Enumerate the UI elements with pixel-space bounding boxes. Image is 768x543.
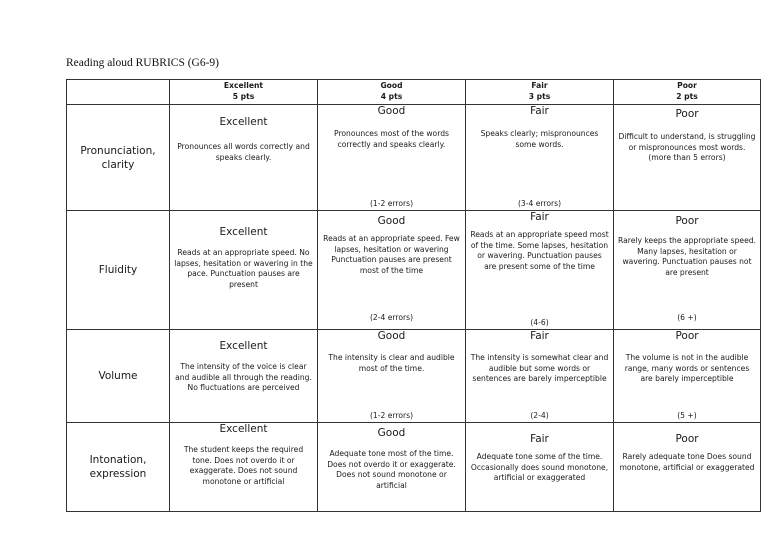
cell-level: Poor <box>675 215 699 227</box>
header-excellent <box>170 80 318 105</box>
rubric-cell-fair <box>466 211 614 330</box>
cell-description: Pronounces most of the words correctly and speaks clearly. <box>334 129 449 149</box>
cell-level: Fair <box>530 211 549 223</box>
header-points: 5 pts <box>232 92 255 101</box>
rubric-row-intonation <box>67 423 761 512</box>
header-good <box>318 80 466 105</box>
header-level-label: Poor <box>677 81 697 90</box>
cell-description: Rarely adequate tone Does sound monotone, artificial or exaggerated <box>619 452 755 472</box>
cell-description: Speaks clearly; mispronounces some words. <box>480 129 599 149</box>
cell-level: Excellent <box>219 340 268 352</box>
cell-error-range: (1-2 errors) <box>369 411 414 420</box>
rubric-cell-poor <box>614 105 761 211</box>
cell-description: Difficult to understand, is struggling or mispronounces most words. (more than 5 errors) <box>618 132 756 163</box>
header-corner-cell <box>67 80 170 105</box>
rubric-cell-poor <box>614 211 761 330</box>
cell-level: Poor <box>675 330 699 342</box>
header-fair <box>466 80 614 105</box>
cell-description: Rarely keeps the appropriate speed. Many lapses, hesitation or wavering. Punctuation pauses not are present <box>618 236 756 277</box>
cell-description: Adequate tone most of the time. Does not overdo it or exaggerate. Does not sound monotone or artificial <box>327 449 456 490</box>
cell-description: The intensity is clear and audible most of the time. <box>328 353 455 373</box>
cell-description: The intensity is somewhat clear and audible but some words or sentences are barely imperceptible <box>470 353 609 384</box>
rubric-table <box>66 79 761 512</box>
cell-description: The student keeps the required tone. Does not overdo it or exaggerate. Does not sound monotone or artificial <box>183 445 304 486</box>
cell-description: Reads at an appropriate speed. Few lapses, hesitation or wavering Punctuation pauses are present most of the time <box>323 234 460 275</box>
cell-level: Good <box>377 215 406 227</box>
cell-error-range: (1-2 errors) <box>369 199 414 208</box>
cell-level: Excellent <box>219 423 268 435</box>
cell-error-range: (6 +) <box>677 313 697 322</box>
cell-level: Poor <box>675 433 699 445</box>
cell-description: Reads at an appropriate speed most of the time. Some lapses, hesitation or wavering. Punctuation pauses are present some of the time <box>470 230 609 271</box>
header-points: 2 pts <box>676 92 698 101</box>
cell-description: Reads at an appropriate speed. No lapses, hesitation or wavering in the pace. Punctuation pauses are present <box>174 248 313 289</box>
cell-error-range: (2-4 errors) <box>369 313 414 322</box>
cell-level: Good <box>377 330 406 342</box>
cell-level: Excellent <box>219 116 268 128</box>
rubric-row-fluidity <box>67 211 761 330</box>
cell-description: The volume is not in the audible range, many words or sentences are barely imperceptible <box>624 353 750 384</box>
cell-level: Poor <box>675 108 699 120</box>
rubric-row-volume <box>67 330 761 423</box>
cell-description: The intensity of the voice is clear and audible all through the reading. No fluctuations are perceived <box>175 362 312 393</box>
cell-level: Good <box>377 105 406 117</box>
cell-level: Fair <box>530 330 549 342</box>
cell-level: Fair <box>530 433 549 445</box>
rubric-cell-fair <box>466 330 614 423</box>
cell-description: Adequate tone some of the time. Occasionally does sound monotone, artificial or exaggerated <box>470 452 609 483</box>
criterion-cell: Intonation, expression <box>67 423 170 512</box>
cell-description: Pronounces all words correctly and speaks clearly. <box>177 142 310 162</box>
criterion-cell: Volume <box>67 330 170 423</box>
rubric-cell-poor <box>614 330 761 423</box>
cell-level: Fair <box>530 105 549 117</box>
rubric-cell-fair <box>466 105 614 211</box>
rubric-cell-poor <box>614 423 761 512</box>
cell-level: Good <box>377 427 406 439</box>
header-level-label: Fair <box>531 81 548 90</box>
cell-error-range: (2-4) <box>530 411 549 420</box>
rubric-cell-good <box>318 105 466 211</box>
header-level-label: Good <box>380 81 403 90</box>
cell-level: Excellent <box>219 226 268 238</box>
cell-error-range: (3-4 errors) <box>517 199 562 208</box>
rubric-row-pronunciation <box>67 105 761 211</box>
rubric-cell-fair <box>466 423 614 512</box>
rubric-cell-excellent <box>170 423 318 512</box>
header-level-label: Excellent <box>223 81 264 90</box>
header-points: 3 pts <box>528 92 551 101</box>
rubric-cell-excellent <box>170 105 318 211</box>
header-points: 4 pts <box>380 92 403 101</box>
rubric-cell-good <box>318 211 466 330</box>
rubric-cell-excellent <box>170 211 318 330</box>
header-row <box>67 80 761 105</box>
criterion-cell: Pronunciation, clarity <box>67 105 170 211</box>
criterion-cell: Fluidity <box>67 211 170 330</box>
rubric-cell-good <box>318 423 466 512</box>
header-poor <box>614 80 761 105</box>
document-title: Reading aloud RUBRICS (G6-9) <box>66 57 220 69</box>
cell-error-range: (5 +) <box>677 411 697 420</box>
rubric-cell-good <box>318 330 466 423</box>
rubric-cell-excellent <box>170 330 318 423</box>
cell-error-range: (4-6) <box>530 318 549 327</box>
